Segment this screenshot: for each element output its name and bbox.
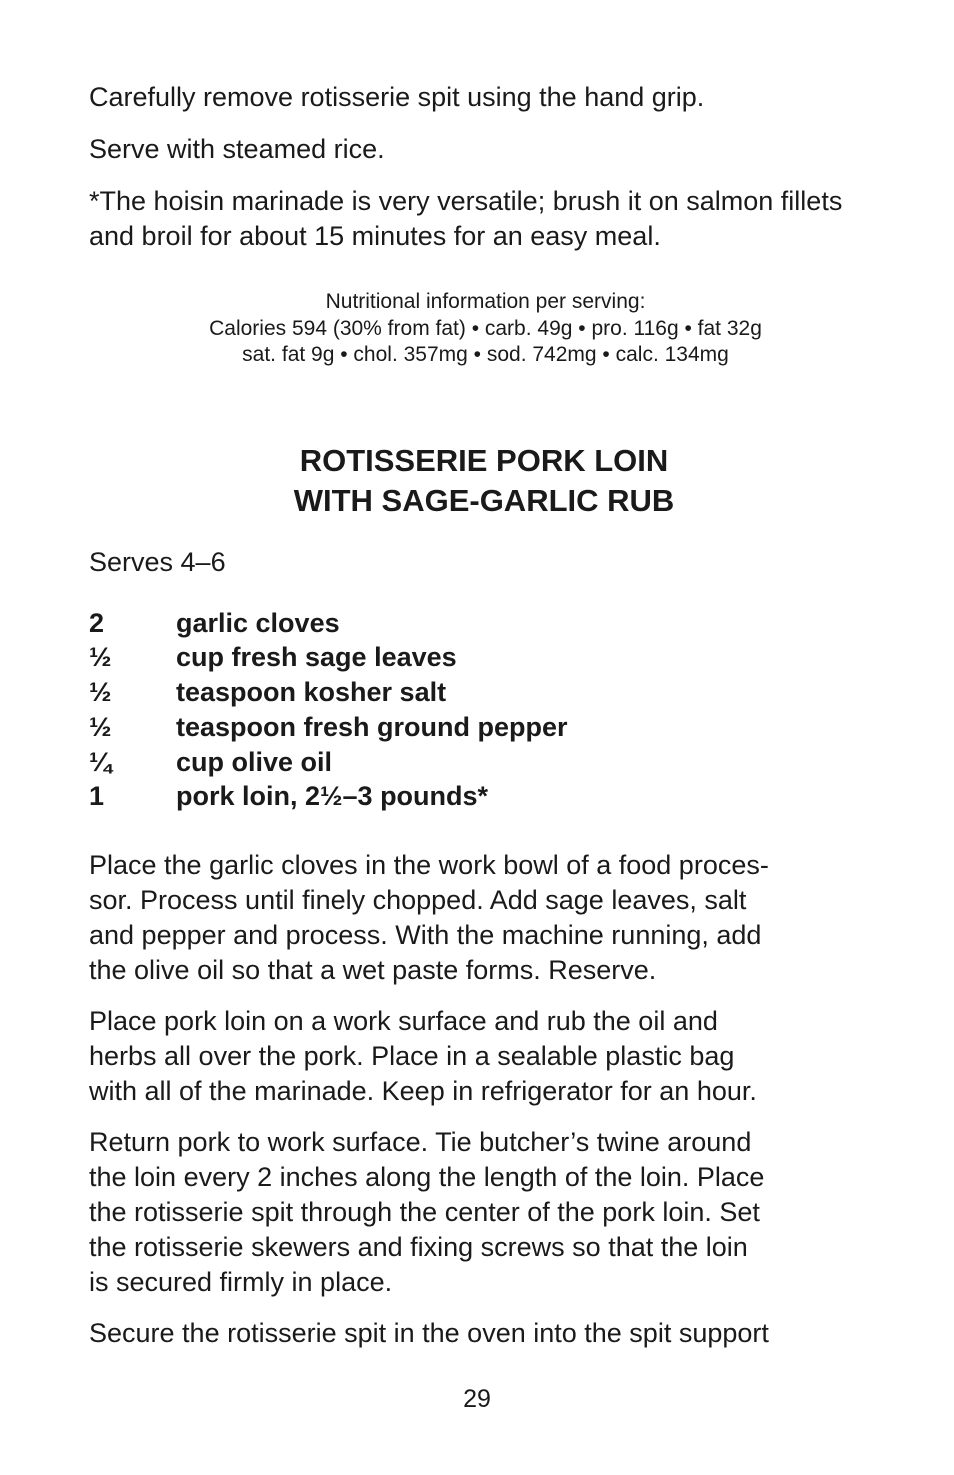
- direction-paragraph: Place pork loin on a work surface and rub the oil and herbs all over the pork. Place in a sealable plastic bag with all of the marinade. Keep in refrigerator for an hour.: [89, 1006, 757, 1107]
- ingredient-item: teaspoon kosher salt: [176, 677, 447, 708]
- ingredient-item: pork loin, 2½–3 pounds*: [176, 781, 489, 812]
- ingredient-row: [89, 606, 879, 641]
- ingredient-quantity: ½: [89, 642, 112, 673]
- ingredient-quantity: ½: [89, 677, 112, 708]
- ingredient-quantity: 1: [89, 781, 105, 812]
- intro-paragraph: *The hoisin marinade is very versatile; brush it on salmon fillets and broil for about 15 minutes for an easy meal.: [89, 186, 843, 251]
- direction-paragraph: Secure the rotisserie spit in the oven into the spit support: [89, 1318, 769, 1349]
- intro-paragraph: Carefully remove rotisserie spit using the hand grip.: [89, 82, 705, 112]
- nutrition-line: sat. fat 9g • chol. 357mg • sod. 742mg • calc. 134mg: [242, 343, 729, 366]
- ingredient-quantity: 2: [89, 607, 105, 638]
- page-number: 29: [463, 1385, 491, 1413]
- direction-paragraph: Return pork to work surface. Tie butcher’s twine around the loin every 2 inches along the length of the loin. Place the rotisserie spit through the center of the pork loin. Set the rotisserie skewers and fixing screws so that the loin is secured firmly in place.: [89, 1127, 765, 1298]
- ingredient-row: [89, 745, 879, 780]
- ingredient-row: [89, 640, 879, 675]
- page-content: [89, 80, 879, 1367]
- directions: [89, 848, 879, 1351]
- nutrition-line: Calories 594 (30% from fat) • carb. 49g • pro. 116g • fat 32g: [209, 316, 762, 340]
- ingredient-list: [89, 606, 879, 815]
- ingredient-row: [89, 675, 879, 710]
- recipe-title-line: ROTISSERIE PORK LOIN: [299, 442, 669, 478]
- ingredient-item: garlic cloves: [176, 607, 340, 638]
- ingredient-item: cup fresh sage leaves: [176, 642, 457, 673]
- ingredient-quantity: ½: [89, 711, 112, 742]
- ingredient-item: cup olive oil: [176, 746, 333, 777]
- nutrition-heading: Nutritional information per serving:: [325, 290, 646, 313]
- ingredient-row: [89, 710, 879, 745]
- direction-paragraph: Place the garlic cloves in the work bowl of a food proces- sor. Process until finely chopped. Add sage leaves, salt and pepper and process. With the machine running, add the olive oil so that a wet paste forms. Reserve.: [89, 850, 769, 986]
- recipe-title-line: WITH SAGE-GARLIC RUB: [293, 482, 675, 518]
- ingredient-row: [89, 779, 879, 814]
- ingredient-item: teaspoon fresh ground pepper: [176, 711, 568, 742]
- serves-text: Serves 4–6: [89, 546, 226, 577]
- recipe-title: [89, 441, 879, 521]
- nutrition-info: [89, 289, 879, 369]
- ingredient-quantity: ¼: [89, 746, 112, 777]
- intro-paragraph: Serve with steamed rice.: [89, 134, 385, 164]
